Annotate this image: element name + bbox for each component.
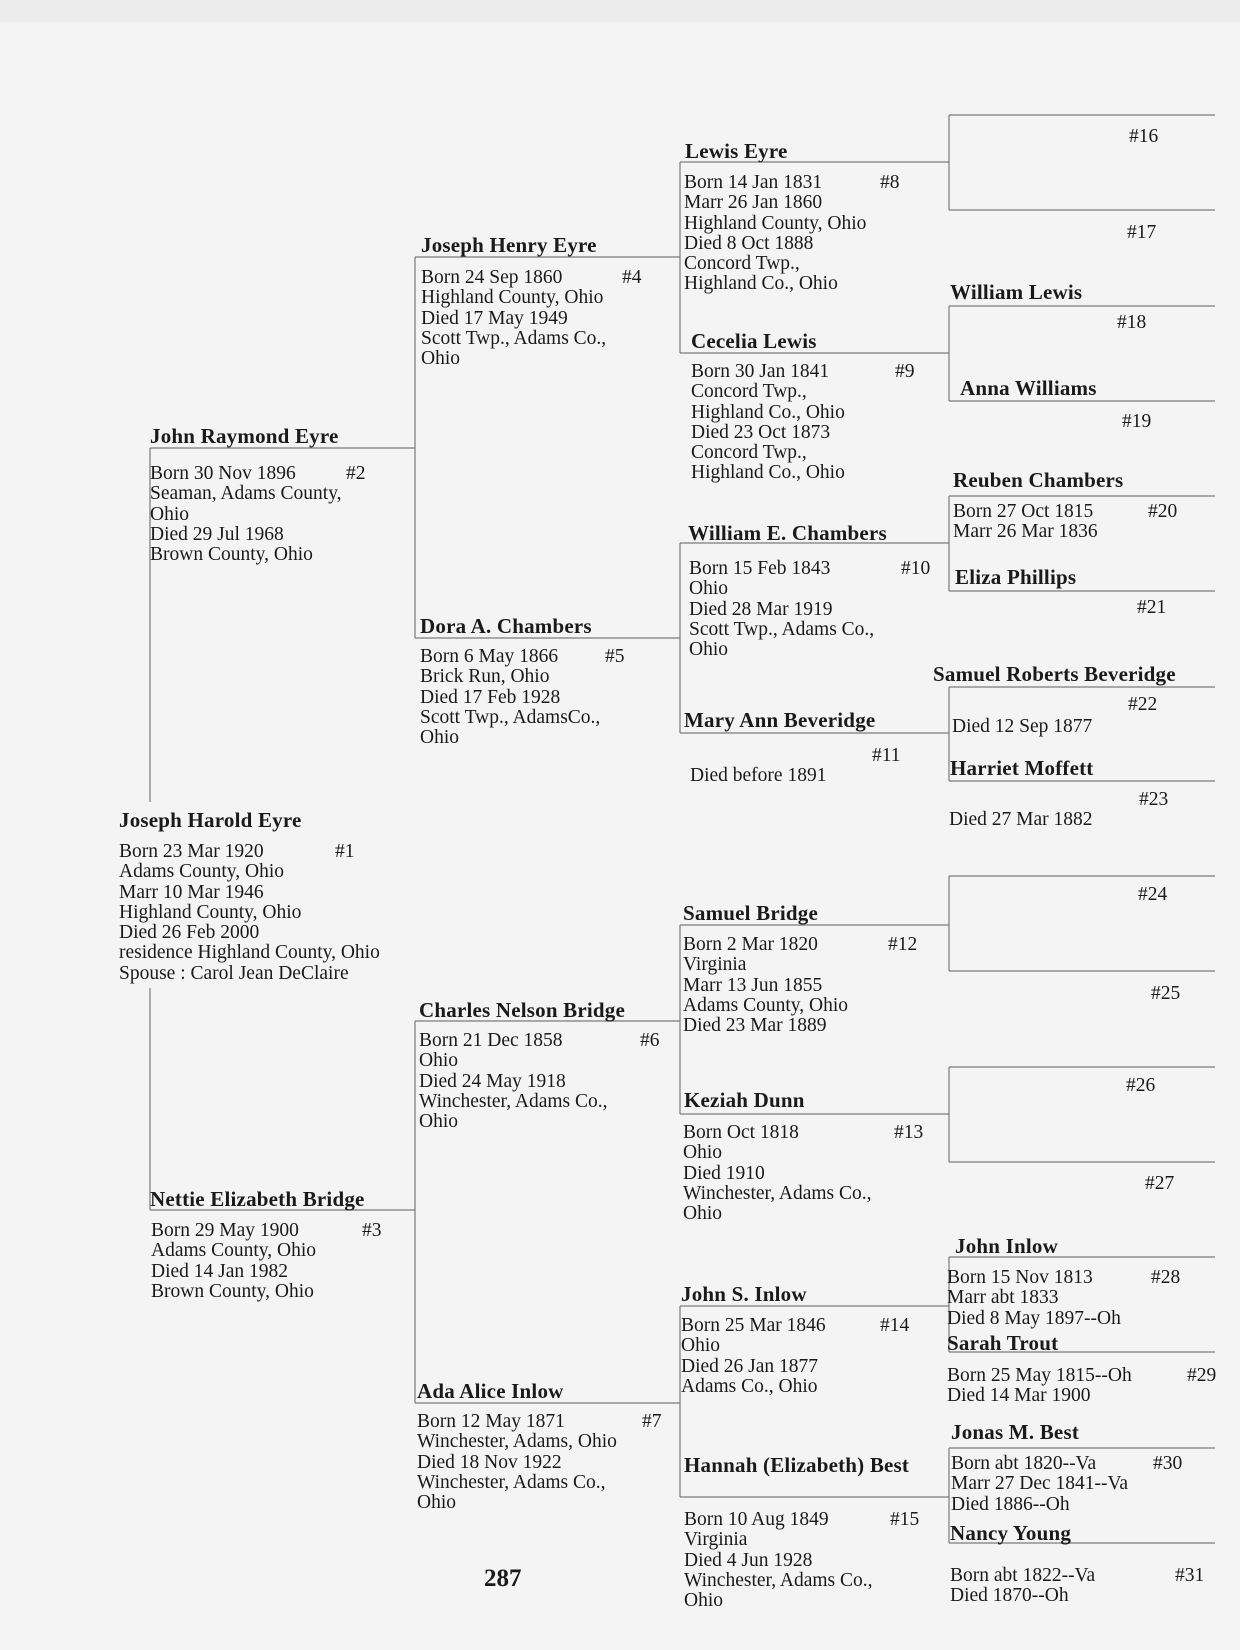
person-25-number: #25 bbox=[1151, 983, 1181, 1004]
person-23-name: Harriet Moffett bbox=[950, 756, 1094, 780]
person-13-number: #13 bbox=[894, 1122, 924, 1143]
person-15-number: #15 bbox=[890, 1509, 920, 1530]
person-1-details: Born 23 Mar 1920 Adams County, Ohio Marr 10 Mar 1946 Highland County, Ohio Died 26 Feb 2000 residence Highland County, Ohio Spouse : Carol Jean DeClaire bbox=[119, 841, 380, 984]
person-15-details: Born 10 Aug 1849 Virginia Died 4 Jun 1928 Winchester, Adams Co., Ohio bbox=[684, 1509, 873, 1612]
person-13-details: Born Oct 1818 Ohio Died 1910 Winchester, Adams Co., Ohio bbox=[683, 1122, 872, 1225]
person-31-number: #31 bbox=[1175, 1565, 1205, 1586]
person-3-number: #3 bbox=[362, 1220, 382, 1241]
person-8-name: Lewis Eyre bbox=[685, 139, 788, 163]
person-12-name: Samuel Bridge bbox=[683, 901, 819, 925]
person-31-name: Nancy Young bbox=[950, 1521, 1072, 1545]
person-27-number: #27 bbox=[1145, 1173, 1175, 1194]
person-7-details: Born 12 May 1871 Winchester, Adams, Ohio Died 18 Nov 1922 Winchester, Adams Co., Ohio bbox=[417, 1411, 617, 1514]
person-9-details: Born 30 Jan 1841 Concord Twp., Highland Co., Ohio Died 23 Oct 1873 Concord Twp., Highland Co., Ohio bbox=[691, 361, 845, 484]
person-30-number: #30 bbox=[1153, 1453, 1183, 1474]
person-26-number: #26 bbox=[1126, 1075, 1156, 1096]
person-8-details: Born 14 Jan 1831 Marr 26 Jan 1860 Highland County, Ohio Died 8 Oct 1888 Concord Twp., Highland Co., Ohio bbox=[684, 172, 867, 295]
person-14-name: John S. Inlow bbox=[681, 1282, 807, 1306]
person-17-number: #17 bbox=[1127, 222, 1157, 243]
person-9-name: Cecelia Lewis bbox=[691, 329, 817, 353]
person-28-number: #28 bbox=[1151, 1267, 1181, 1288]
person-10-details: Born 15 Feb 1843 Ohio Died 28 Mar 1919 Scott Twp., Adams Co., Ohio bbox=[689, 558, 875, 661]
person-16-number: #16 bbox=[1129, 126, 1159, 147]
person-18-name: William Lewis bbox=[950, 280, 1083, 304]
person-30-details: Born abt 1820--Va Marr 27 Dec 1841--Va Died 1886--Oh bbox=[951, 1453, 1129, 1515]
person-30-name: Jonas M. Best bbox=[951, 1420, 1080, 1444]
person-2-name: John Raymond Eyre bbox=[150, 424, 339, 448]
person-29-name: Sarah Trout bbox=[947, 1331, 1059, 1355]
person-7-name: Ada Alice Inlow bbox=[417, 1379, 564, 1403]
person-11-details: Died before 1891 bbox=[690, 765, 827, 786]
person-2-number: #2 bbox=[346, 463, 366, 484]
person-24-number: #24 bbox=[1138, 884, 1168, 905]
person-22-number: #22 bbox=[1128, 694, 1158, 715]
person-15-name: Hannah (Elizabeth) Best bbox=[684, 1453, 910, 1477]
person-20-details: Born 27 Oct 1815 Marr 26 Mar 1836 bbox=[953, 501, 1098, 543]
person-6-details: Born 21 Dec 1858 Ohio Died 24 May 1918 Winchester, Adams Co., Ohio bbox=[419, 1030, 608, 1133]
person-21-name: Eliza Phillips bbox=[955, 565, 1077, 589]
person-10-name: William E. Chambers bbox=[688, 521, 887, 545]
person-29-details: Born 25 May 1815--Oh Died 14 Mar 1900 bbox=[947, 1365, 1132, 1407]
person-4-details: Born 24 Sep 1860 Highland County, Ohio Died 17 May 1949 Scott Twp., Adams Co., Ohio bbox=[421, 267, 607, 370]
person-5-name: Dora A. Chambers bbox=[420, 614, 592, 638]
person-11-number: #11 bbox=[872, 745, 901, 766]
person-19-name: Anna Williams bbox=[960, 376, 1097, 400]
person-8-number: #8 bbox=[880, 172, 900, 193]
person-6-number: #6 bbox=[640, 1030, 660, 1051]
person-23-details: Died 27 Mar 1882 bbox=[949, 809, 1093, 830]
person-20-number: #20 bbox=[1148, 501, 1178, 522]
person-6-name: Charles Nelson Bridge bbox=[419, 998, 626, 1022]
person-4-name: Joseph Henry Eyre bbox=[421, 233, 597, 257]
person-14-details: Born 25 Mar 1846 Ohio Died 26 Jan 1877 Adams Co., Ohio bbox=[681, 1315, 826, 1397]
person-5-details: Born 6 May 1866 Brick Run, Ohio Died 17 Feb 1928 Scott Twp., AdamsCo., Ohio bbox=[420, 646, 601, 749]
person-29-number: #29 bbox=[1187, 1365, 1217, 1386]
person-2-details: Born 30 Nov 1896 Seaman, Adams County, Ohio Died 29 Jul 1968 Brown County, Ohio bbox=[150, 463, 342, 566]
person-10-number: #10 bbox=[901, 558, 931, 579]
page-number: 287 bbox=[484, 1565, 522, 1592]
person-12-number: #12 bbox=[888, 934, 918, 955]
person-12-details: Born 2 Mar 1820 Virginia Marr 13 Jun 1855 Adams County, Ohio Died 23 Mar 1889 bbox=[683, 934, 849, 1037]
person-14-number: #14 bbox=[880, 1315, 910, 1336]
person-21-number: #21 bbox=[1137, 597, 1167, 618]
person-4-number: #4 bbox=[622, 267, 642, 288]
person-7-number: #7 bbox=[642, 1411, 662, 1432]
person-23-number: #23 bbox=[1139, 789, 1169, 810]
person-28-details: Born 15 Nov 1813 Marr abt 1833 Died 8 May 1897--Oh bbox=[947, 1267, 1121, 1329]
person-19-number: #19 bbox=[1122, 411, 1152, 432]
person-20-name: Reuben Chambers bbox=[953, 468, 1124, 492]
person-1-name: Joseph Harold Eyre bbox=[119, 808, 302, 832]
person-13-name: Keziah Dunn bbox=[684, 1088, 805, 1112]
person-5-number: #5 bbox=[605, 646, 625, 667]
person-11-name: Mary Ann Beveridge bbox=[684, 708, 876, 732]
person-3-name: Nettie Elizabeth Bridge bbox=[150, 1187, 365, 1211]
person-31-details: Born abt 1822--Va Died 1870--Oh bbox=[950, 1565, 1096, 1607]
person-9-number: #9 bbox=[895, 361, 915, 382]
person-22-details: Died 12 Sep 1877 bbox=[952, 716, 1093, 737]
person-28-name: John Inlow bbox=[955, 1234, 1058, 1258]
person-3-details: Born 29 May 1900 Adams County, Ohio Died 14 Jan 1982 Brown County, Ohio bbox=[151, 1220, 317, 1302]
person-22-name: Samuel Roberts Beveridge bbox=[933, 662, 1176, 686]
person-18-number: #18 bbox=[1117, 312, 1147, 333]
person-1-number: #1 bbox=[335, 841, 355, 862]
